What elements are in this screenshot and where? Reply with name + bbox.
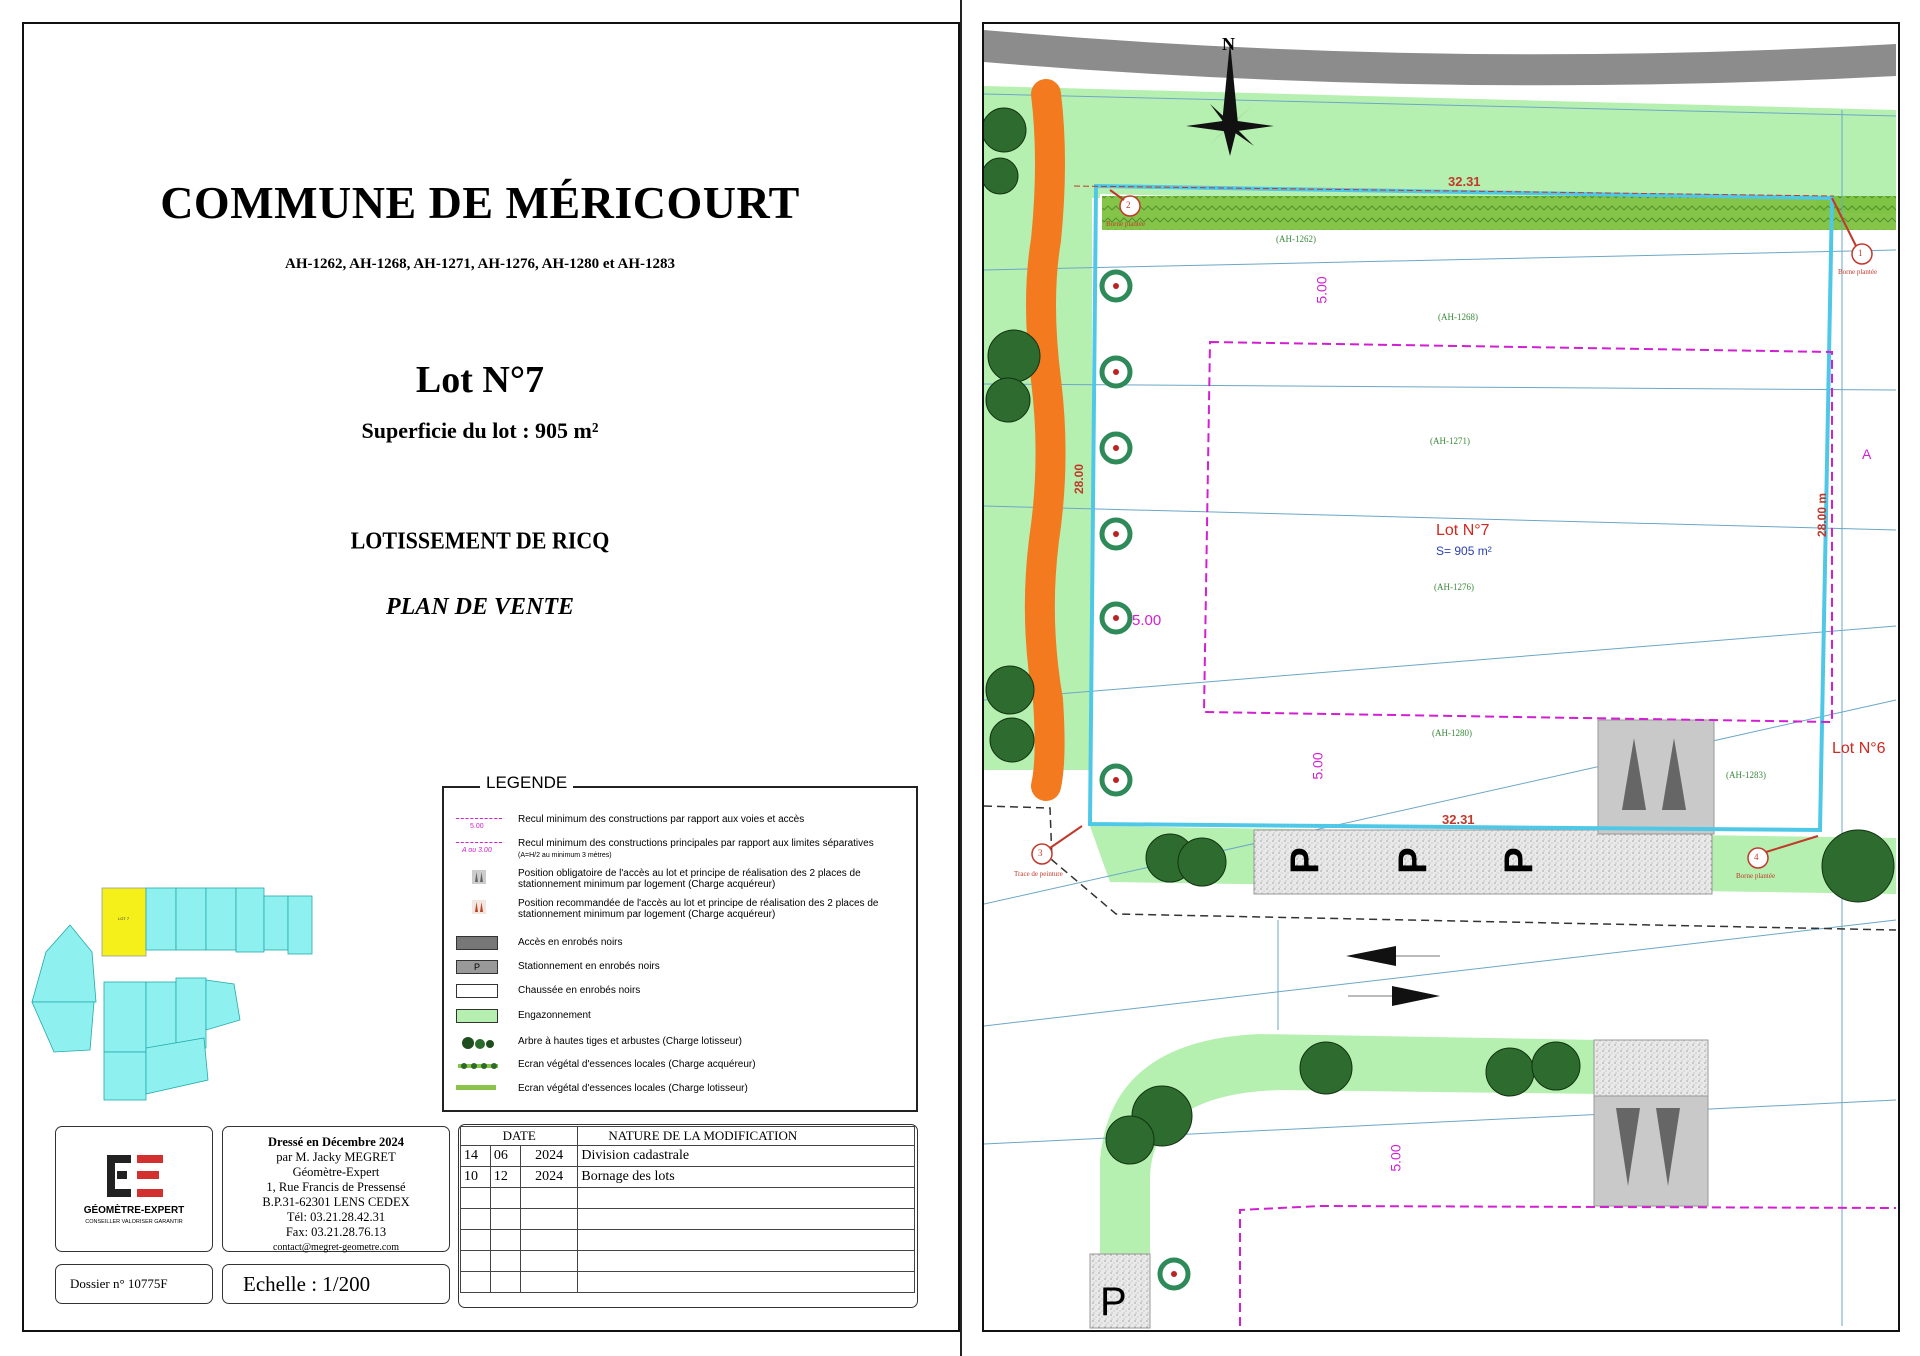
setback-line-lower (1240, 1206, 1896, 1326)
parcel-label: (AH-1271) (1430, 436, 1470, 446)
north-label: N (1222, 34, 1235, 54)
access-bay-lower (1594, 1096, 1708, 1206)
parcel-label: (AH-1268) (1438, 312, 1478, 322)
logo-tagline: CONSEILLER VALORISER GARANTIR (85, 1219, 183, 1225)
parcel-references: AH-1262, AH-1268, AH-1271, AH-1276, AH-1280 et AH-1283 (285, 256, 675, 272)
sheet-separator (960, 0, 962, 1356)
table-row: 14 06 2024 Division cadastrale (461, 1146, 915, 1167)
neighbour-lot-label: Lot N°6 (1832, 740, 1886, 757)
lot-surface: S= 905 m² (1436, 544, 1492, 558)
logo-name: GÉOMÈTRE-EXPERT (83, 1205, 185, 1216)
parcel-label: (AH-1283) (1726, 770, 1766, 780)
lot-label: Lot N°7 (1436, 522, 1490, 539)
setback-label-bottom: 5.00 (1309, 752, 1326, 780)
lot-area: Superficie du lot : 905 m² (361, 418, 599, 443)
parking-swatch: P (456, 960, 498, 974)
top-road (984, 30, 1896, 85)
black-asphalt-access-swatch (456, 936, 498, 950)
author-title: Géomètre-Expert (292, 1165, 380, 1179)
subdivision-name: LOTISSEMENT DE RICQ (350, 526, 610, 555)
parking-label: P (1100, 1280, 1127, 1324)
dim-left: 28.00 (1072, 463, 1087, 495)
hedge-buyer-icon (456, 1059, 502, 1073)
traffic-arrow-right (1392, 986, 1440, 1006)
setback-label-left: 5.00 (1132, 612, 1162, 629)
setback-label-top: 5.00 (1313, 276, 1330, 304)
table-row (461, 1209, 915, 1230)
plan-type: PLAN DE VENTE (385, 594, 574, 620)
setback-label-lower: 5.00 (1387, 1144, 1404, 1172)
table-row (461, 1272, 915, 1293)
legend-title: LEGENDE (480, 773, 573, 793)
address-line: 1, Rue Francis de Pressensé (266, 1180, 406, 1194)
author-name: par M. Jacky MEGRET (276, 1150, 396, 1164)
tree-icon (456, 1036, 502, 1050)
table-row (461, 1230, 915, 1251)
hedge-strip (1102, 196, 1896, 230)
setback-line-symbol: 5.00 (456, 818, 502, 833)
scale-value: Echelle : 1/200 (243, 1272, 371, 1296)
geometre-expert-logo (103, 1153, 167, 1199)
access-bay-lot-7 (1598, 720, 1714, 834)
dossier-box (55, 1264, 213, 1304)
lot-title: Lot N°7 (415, 359, 545, 401)
marker-label: 3 (1038, 848, 1043, 858)
key-map-lot-7 (102, 888, 146, 956)
paint-mark-label: Trace de peinture (1014, 870, 1063, 878)
scale-box (222, 1264, 450, 1304)
marker-label: 1 (1858, 248, 1863, 258)
key-map (24, 880, 344, 1110)
phone: Tél: 03.21.28.42.31 (286, 1210, 386, 1224)
parcel-label: (AH-1262) (1276, 234, 1316, 244)
postal-line: B.P.31-62301 LENS CEDEX (262, 1195, 410, 1209)
recommended-access-icon (456, 900, 502, 914)
dim-right: 28.00 m (1815, 492, 1830, 538)
contact-email: contact@megret-geometre.com (272, 1242, 400, 1253)
table-row (461, 1188, 915, 1209)
table-row: 10 12 2024 Bornage des lots (461, 1167, 915, 1188)
borne-label: Borne plantée (1736, 872, 1776, 880)
parking-label: P (1496, 847, 1541, 874)
svg-text:LOT 7: LOT 7 (118, 916, 130, 921)
table-row (461, 1251, 915, 1272)
nature-header: NATURE DE LA MODIFICATION (578, 1127, 915, 1146)
traffic-arrow-left (1346, 946, 1396, 966)
fax: Fax: 03.21.28.76.13 (285, 1225, 387, 1239)
dim-top: 32.31 (1448, 174, 1481, 189)
drawn-date: Dressé en Décembre 2024 (268, 1135, 404, 1149)
parking-label: P (1282, 847, 1327, 874)
author-box (222, 1126, 450, 1252)
parcel-label: (AH-1276) (1434, 582, 1474, 592)
pedestrian-path (1040, 94, 1051, 786)
marker-label: 4 (1754, 852, 1759, 862)
dim-bottom: 32.31 (1442, 812, 1475, 827)
side-setback-symbol: A ou 3.00 (456, 842, 502, 857)
hedge-developer-swatch (456, 1085, 496, 1090)
legend-list: 5.00 Recul minimum des constructions par rapport aux voies et accès A ou 3.00 Recul minimum des constructions principales par rapport aux limites séparatives (A=H/2 au minimum 3 mètres) Position obligatoire de l'accès au lot et principe de réalisation des 2 places de stationnement minimum par logement (Charge acquéreur) Position recommandée de l'accès au lot et principe de réalisation des 2 places de stationnement minimum par logement (Charge acquéreur) Accès en enrobés noirs P Stationnement en enrobés noirs Chaussée en enrobés noirs Engazonnement Arbre à hautes tiges et arbustes (Charge lotisseur) Ecran végétal d'essences locales (Charge acquéreur) Ecran végétal d'essences locales (Charge lotisseur) (442, 786, 918, 1112)
logo-box (55, 1126, 213, 1252)
table-header-row (461, 1127, 915, 1146)
date-header: DATE (461, 1127, 578, 1146)
side-setback-mark: A (1862, 446, 1872, 462)
roadway-swatch (456, 984, 498, 998)
dossier-number: Dossier n° 10775F (70, 1276, 168, 1291)
parking-label: P (1390, 847, 1435, 874)
borne-label: Borne plantée (1838, 268, 1878, 276)
modifications-table (460, 1126, 915, 1293)
mandatory-access-icon (456, 870, 502, 884)
borne-label: Borne plantée (1106, 220, 1146, 228)
parcel-label: (AH-1280) (1432, 728, 1472, 738)
marker-label: 2 (1126, 200, 1131, 210)
lawn-swatch (456, 1009, 498, 1023)
parking-lower (1594, 1040, 1708, 1096)
commune-title: COMMUNE DE MÉRICOURT (160, 177, 800, 228)
